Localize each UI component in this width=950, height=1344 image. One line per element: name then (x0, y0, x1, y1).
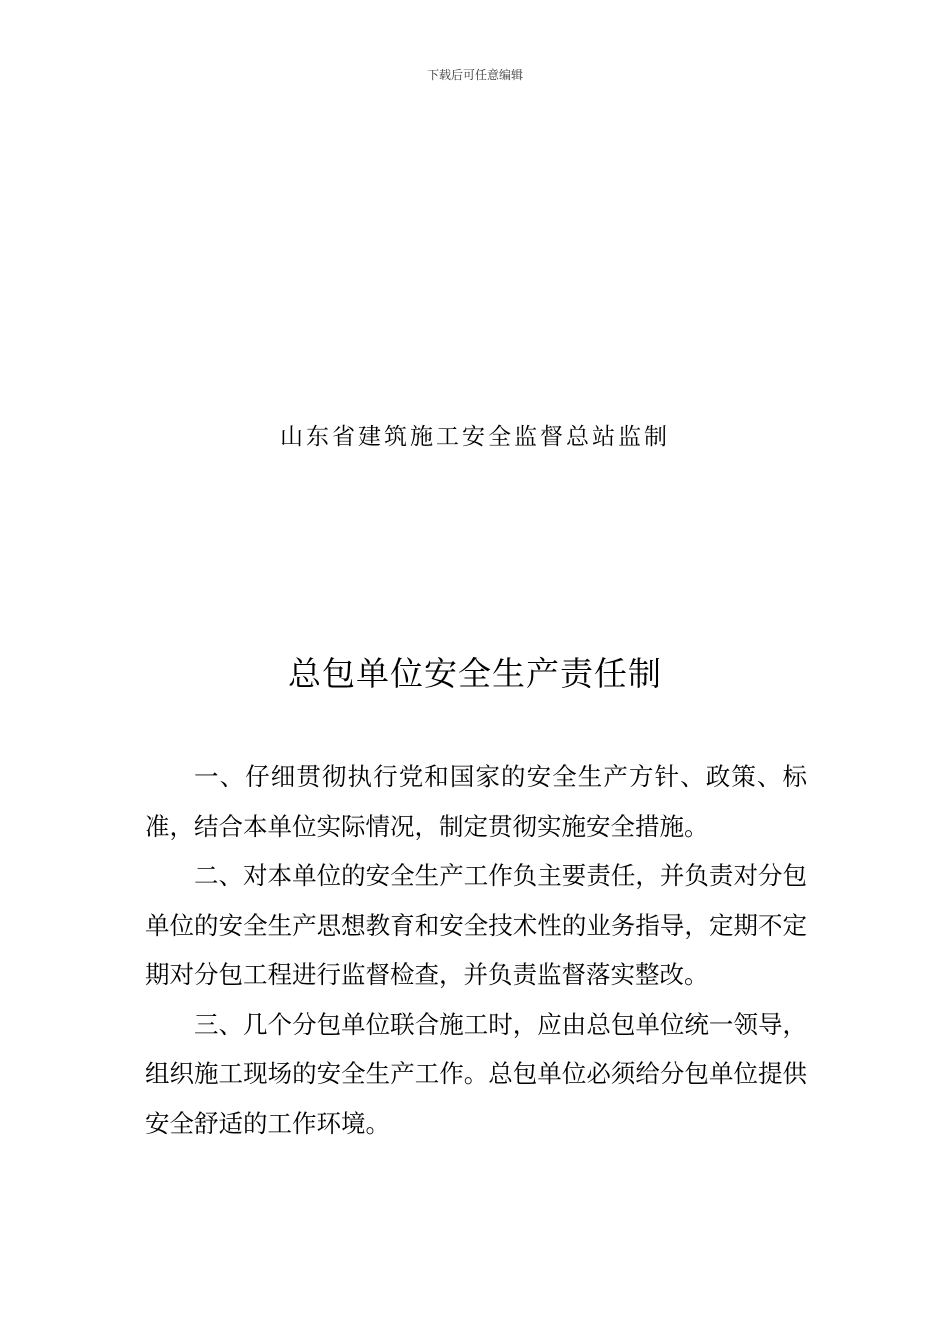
paragraph-2: 二、对本单位的安全生产工作负主要责任，并负责对分包单位的安全生产思想教育和安全技术性的业务指导，定期不定期对分包工程进行监督检查，并负责监督落实整改。 (145, 861, 807, 989)
issuer-line: 山东省建筑施工安全监督总站监制 (280, 424, 670, 450)
document-body (145, 752, 807, 1148)
paragraph-3: 三、几个分包单位联合施工时，应由总包单位统一领导，组织施工现场的安全生产工作。总包单位必须给分包单位提供安全舒适的工作环境。 (145, 1009, 807, 1138)
document-title: 总包单位安全生产责任制 (288, 654, 662, 693)
header-note: 下载后可任意编辑 (426, 68, 523, 82)
paragraph-1: 一、仔细贯彻执行党和国家的安全生产方针、政策、标准，结合本单位实际情况，制定贯彻实施安全措施。 (145, 762, 807, 841)
